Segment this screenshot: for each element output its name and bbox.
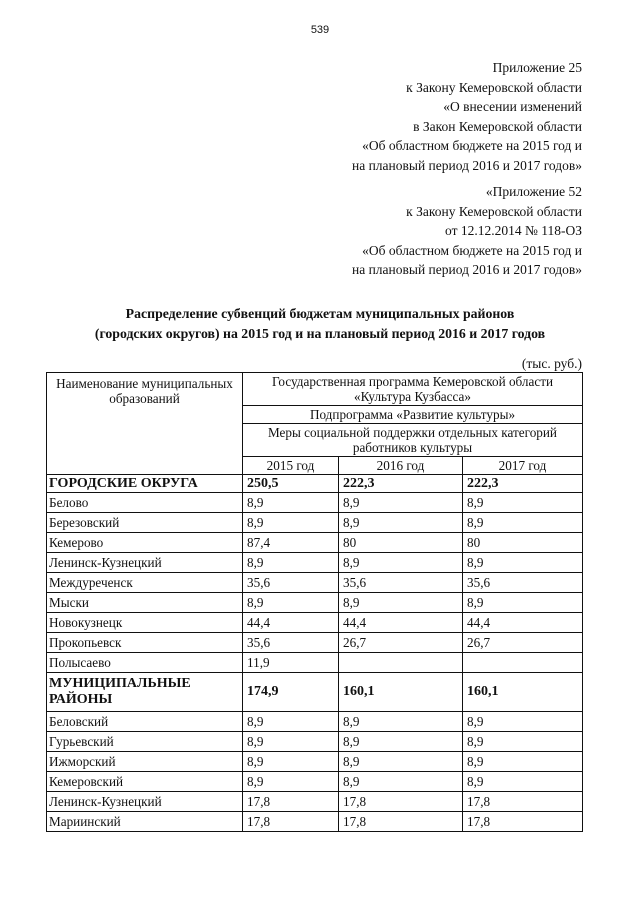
value-2015-cell: 8,9 — [243, 752, 339, 772]
subprogram-header: Подпрограмма «Развитие культуры» — [243, 406, 583, 424]
value-2015-cell: 35,6 — [243, 633, 339, 653]
value-2017-cell: 26,7 — [463, 633, 583, 653]
document-title — [0, 304, 640, 344]
table-row — [47, 613, 583, 633]
value-2016-cell: 8,9 — [339, 752, 463, 772]
value-2017-cell: 8,9 — [463, 593, 583, 613]
value-2016-cell: 8,9 — [339, 513, 463, 533]
value-2017-cell — [463, 653, 583, 673]
value-2016-cell: 222,3 — [339, 475, 463, 493]
value-2017-cell: 17,8 — [463, 812, 583, 832]
annex-line: в Закон Кемеровской области — [413, 118, 582, 134]
value-2015-cell: 174,9 — [243, 673, 339, 712]
value-2016-cell: 8,9 — [339, 593, 463, 613]
value-2017-cell: 35,6 — [463, 573, 583, 593]
subsidy-table — [46, 372, 583, 832]
row-name-cell: Березовский — [47, 513, 243, 533]
value-2015-cell: 35,6 — [243, 573, 339, 593]
value-2015-cell: 8,9 — [243, 712, 339, 732]
row-name-cell: Прокопьевск — [47, 633, 243, 653]
row-name-cell: Новокузнецк — [47, 613, 243, 633]
value-2015-cell: 17,8 — [243, 792, 339, 812]
value-2017-cell: 17,8 — [463, 792, 583, 812]
value-2017-cell: 8,9 — [463, 493, 583, 513]
value-2016-cell: 8,9 — [339, 712, 463, 732]
value-2015-cell: 11,9 — [243, 653, 339, 673]
table-row — [47, 712, 583, 732]
column-header-name: Наименование муниципальных образований — [47, 373, 243, 475]
column-header-2015: 2015 год — [243, 457, 339, 475]
value-2015-cell: 8,9 — [243, 593, 339, 613]
table-group-row — [47, 673, 583, 712]
table-row — [47, 493, 583, 513]
table-row — [47, 533, 583, 553]
table-row — [47, 653, 583, 673]
row-name-cell: ГОРОДСКИЕ ОКРУГА — [47, 475, 243, 493]
value-2016-cell: 160,1 — [339, 673, 463, 712]
annex-line: на плановый период 2016 и 2017 годов» — [351, 157, 582, 173]
table-row — [47, 593, 583, 613]
row-name-cell: Полысаево — [47, 653, 243, 673]
value-2017-cell: 8,9 — [463, 732, 583, 752]
row-name-cell: Мариинский — [47, 812, 243, 832]
value-2015-cell: 17,8 — [243, 812, 339, 832]
value-2015-cell: 44,4 — [243, 613, 339, 633]
annex-line: Приложение 25 — [492, 60, 582, 75]
measure-header: Меры социальной поддержки отдельных категорий работников культуры — [243, 424, 583, 457]
row-name-cell: Кемерово — [47, 533, 243, 553]
value-2016-cell — [339, 653, 463, 673]
row-name-cell: Междуреченск — [47, 573, 243, 593]
table-row — [47, 633, 583, 653]
annex-line: «Об областном бюджете на 2015 год и — [362, 242, 582, 258]
value-2015-cell: 87,4 — [243, 533, 339, 553]
annex-25-header — [352, 58, 582, 176]
value-2015-cell: 8,9 — [243, 513, 339, 533]
row-name-cell: Беловский — [47, 712, 243, 732]
row-name-cell: Ижморский — [47, 752, 243, 772]
value-2016-cell: 17,8 — [339, 792, 463, 812]
value-2016-cell: 8,9 — [339, 553, 463, 573]
row-name-cell: Гурьевский — [47, 732, 243, 752]
annex-line: от 12.12.2014 № 118-ОЗ — [445, 223, 582, 239]
table-row — [47, 513, 583, 533]
annex-line: на плановый период 2016 и 2017 годов» — [351, 262, 582, 278]
value-2017-cell: 44,4 — [463, 613, 583, 633]
table-row — [47, 573, 583, 593]
column-header-2016: 2016 год — [339, 457, 463, 475]
value-2017-cell: 8,9 — [463, 712, 583, 732]
annex-52-header — [352, 182, 582, 280]
column-header-2017: 2017 год — [463, 457, 583, 475]
value-2016-cell: 17,8 — [339, 812, 463, 832]
row-name-cell: Кемеровский — [47, 772, 243, 792]
value-2016-cell: 8,9 — [339, 732, 463, 752]
annex-line: «О внесении изменений — [443, 99, 582, 115]
value-2016-cell: 44,4 — [339, 613, 463, 633]
title-line: Распределение субвенций бюджетам муниципальных районов — [125, 306, 515, 321]
table-row — [47, 732, 583, 752]
program-header: Государственная программа Кемеровской области «Культура Кузбасса» — [243, 373, 583, 406]
row-name-cell: МУНИЦИПАЛЬНЫЕ РАЙОНЫ — [47, 673, 243, 712]
page-number: 539 — [310, 24, 330, 36]
value-2015-cell: 250,5 — [243, 475, 339, 493]
unit-label: (тыс. руб.) — [521, 356, 582, 371]
value-2017-cell: 160,1 — [463, 673, 583, 712]
value-2016-cell: 80 — [339, 533, 463, 553]
value-2017-cell: 80 — [463, 533, 583, 553]
row-name-cell: Мыски — [47, 593, 243, 613]
value-2017-cell: 8,9 — [463, 772, 583, 792]
value-2015-cell: 8,9 — [243, 553, 339, 573]
value-2016-cell: 8,9 — [339, 772, 463, 792]
table-body — [47, 475, 583, 832]
table-row — [47, 553, 583, 573]
value-2016-cell: 26,7 — [339, 633, 463, 653]
value-2017-cell: 8,9 — [463, 553, 583, 573]
table-row — [47, 752, 583, 772]
table-group-row — [47, 475, 583, 493]
annex-line: к Закону Кемеровской области — [406, 79, 582, 95]
value-2015-cell: 8,9 — [243, 732, 339, 752]
value-2015-cell: 8,9 — [243, 493, 339, 513]
value-2016-cell: 35,6 — [339, 573, 463, 593]
value-2015-cell: 8,9 — [243, 772, 339, 792]
value-2016-cell: 8,9 — [339, 493, 463, 513]
row-name-cell: Белово — [47, 493, 243, 513]
table-row — [47, 772, 583, 792]
row-name-cell: Ленинск-Кузнецкий — [47, 792, 243, 812]
annex-line: к Закону Кемеровской области — [406, 203, 582, 219]
row-name-cell: Ленинск-Кузнецкий — [47, 553, 243, 573]
annex-line: «Приложение 52 — [485, 184, 582, 199]
value-2017-cell: 8,9 — [463, 752, 583, 772]
table-row — [47, 792, 583, 812]
annex-line: «Об областном бюджете на 2015 год и — [362, 138, 582, 154]
title-line: (городских округов) на 2015 год и на плановый период 2016 и 2017 годов — [94, 326, 546, 341]
value-2017-cell: 8,9 — [463, 513, 583, 533]
value-2017-cell: 222,3 — [463, 475, 583, 493]
table-row — [47, 812, 583, 832]
